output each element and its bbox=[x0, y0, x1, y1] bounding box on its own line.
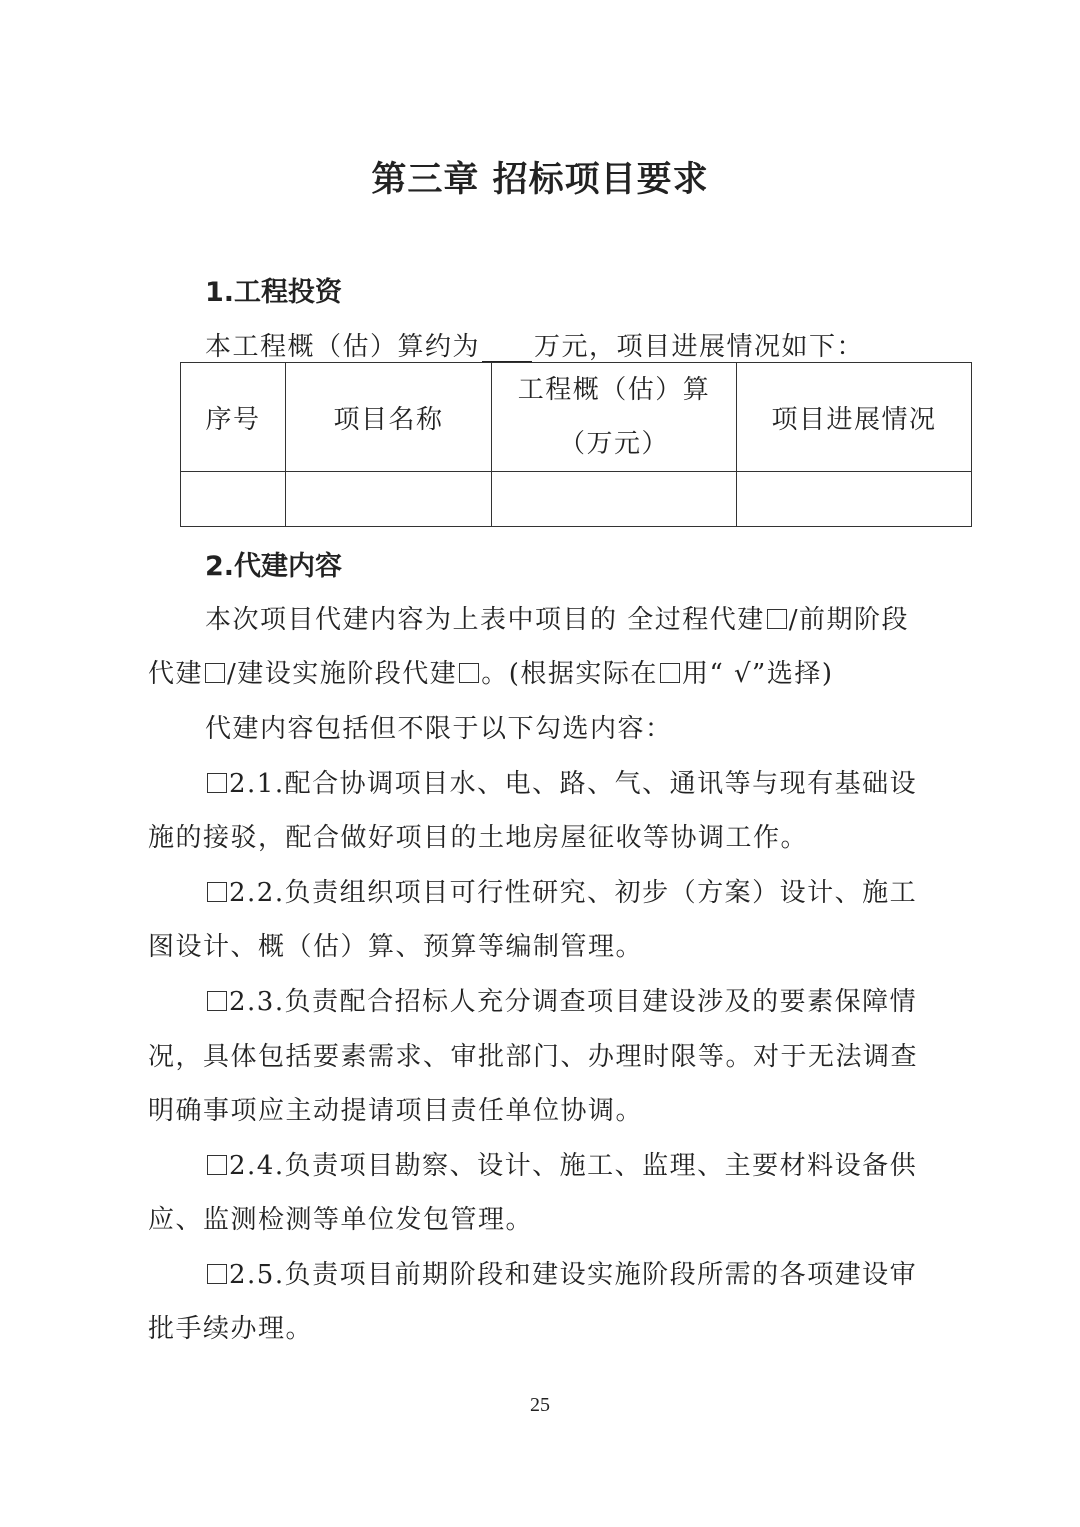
table-header-line: （万元） bbox=[558, 429, 669, 459]
list-item-line: 应、监测检测等单位发包管理。 bbox=[148, 1205, 534, 1235]
list-item-line bbox=[205, 1145, 917, 1182]
checkbox[interactable] bbox=[205, 663, 225, 683]
table-header-cell: 序号 bbox=[181, 363, 286, 472]
table-header-cell: 项目名称 bbox=[286, 363, 492, 472]
table-header-line: 工程概（估）算 bbox=[517, 375, 711, 405]
section-heading-investment: 1.工程投资 bbox=[205, 277, 343, 308]
table-cell bbox=[737, 472, 972, 527]
checkbox bbox=[660, 663, 680, 683]
paragraph-text: /前期阶段 bbox=[788, 605, 910, 635]
list-item-line bbox=[205, 1254, 917, 1291]
checkbox[interactable] bbox=[207, 1155, 227, 1175]
list-item-text: 2.3.负责配合招标人充分调查项目建设涉及的要素保障情 bbox=[229, 987, 918, 1017]
intro-text-before: 本工程概（估）算约为 bbox=[205, 332, 481, 362]
amount-blank bbox=[482, 337, 532, 363]
checkbox[interactable] bbox=[207, 882, 227, 902]
table-cell bbox=[181, 472, 286, 527]
content-paragraph-line1 bbox=[205, 599, 909, 636]
table-row bbox=[181, 472, 972, 527]
list-item-line: 图设计、概（估）算、预算等编制管理。 bbox=[148, 932, 644, 962]
table-header-cell bbox=[492, 363, 737, 472]
content-intro: 代建内容包括但不限于以下勾选内容： bbox=[205, 714, 673, 744]
table-cell bbox=[492, 472, 737, 527]
paragraph-text: /建设实施阶段代建 bbox=[227, 659, 458, 689]
list-item-line: 批手续办理。 bbox=[148, 1314, 314, 1344]
checkbox[interactable] bbox=[207, 991, 227, 1011]
investment-intro bbox=[205, 326, 864, 363]
checkbox[interactable] bbox=[207, 773, 227, 793]
table-header-row bbox=[181, 363, 972, 472]
table-cell bbox=[286, 472, 492, 527]
checkbox[interactable] bbox=[459, 663, 479, 683]
list-item-text: 2.2.负责组织项目可行性研究、初步（方案）设计、施工 bbox=[229, 878, 918, 908]
paragraph-text: 本次项目代建内容为上表中项目的 全过程代建 bbox=[205, 605, 765, 635]
list-item-line: 况，具体包括要素需求、审批部门、办理时限等。对于无法调查 bbox=[148, 1042, 919, 1072]
list-item-line bbox=[205, 872, 917, 909]
content-paragraph-line2 bbox=[148, 653, 834, 690]
page-number: 25 bbox=[530, 1394, 550, 1416]
checkbox[interactable] bbox=[207, 1264, 227, 1284]
table-header-cell: 项目进展情况 bbox=[737, 363, 972, 472]
list-item-text: 2.4.负责项目勘察、设计、施工、监理、主要材料设备供 bbox=[229, 1151, 918, 1181]
project-table bbox=[180, 362, 972, 527]
section-heading-content: 2.代建内容 bbox=[205, 551, 343, 582]
list-item-line: 施的接驳，配合做好项目的土地房屋征收等协调工作。 bbox=[148, 823, 809, 853]
list-item-text: 2.5.负责项目前期阶段和建设实施阶段所需的各项建设审 bbox=[229, 1260, 918, 1290]
page-title: 第三章 招标项目要求 bbox=[371, 160, 709, 200]
list-item-line bbox=[205, 981, 917, 1018]
paragraph-text: 代建 bbox=[148, 659, 204, 689]
paragraph-text: 。(根据实际在 bbox=[481, 659, 658, 689]
intro-text-after: 万元，项目进展情况如下： bbox=[534, 332, 865, 362]
list-item-text: 2.1.配合协调项目水、电、路、气、通讯等与现有基础设 bbox=[229, 769, 918, 799]
list-item-line: 明确事项应主动提请项目责任单位协调。 bbox=[148, 1096, 644, 1126]
list-item-line bbox=[205, 763, 917, 800]
paragraph-text: 用“ √”选择) bbox=[681, 659, 834, 689]
checkbox[interactable] bbox=[767, 609, 787, 629]
